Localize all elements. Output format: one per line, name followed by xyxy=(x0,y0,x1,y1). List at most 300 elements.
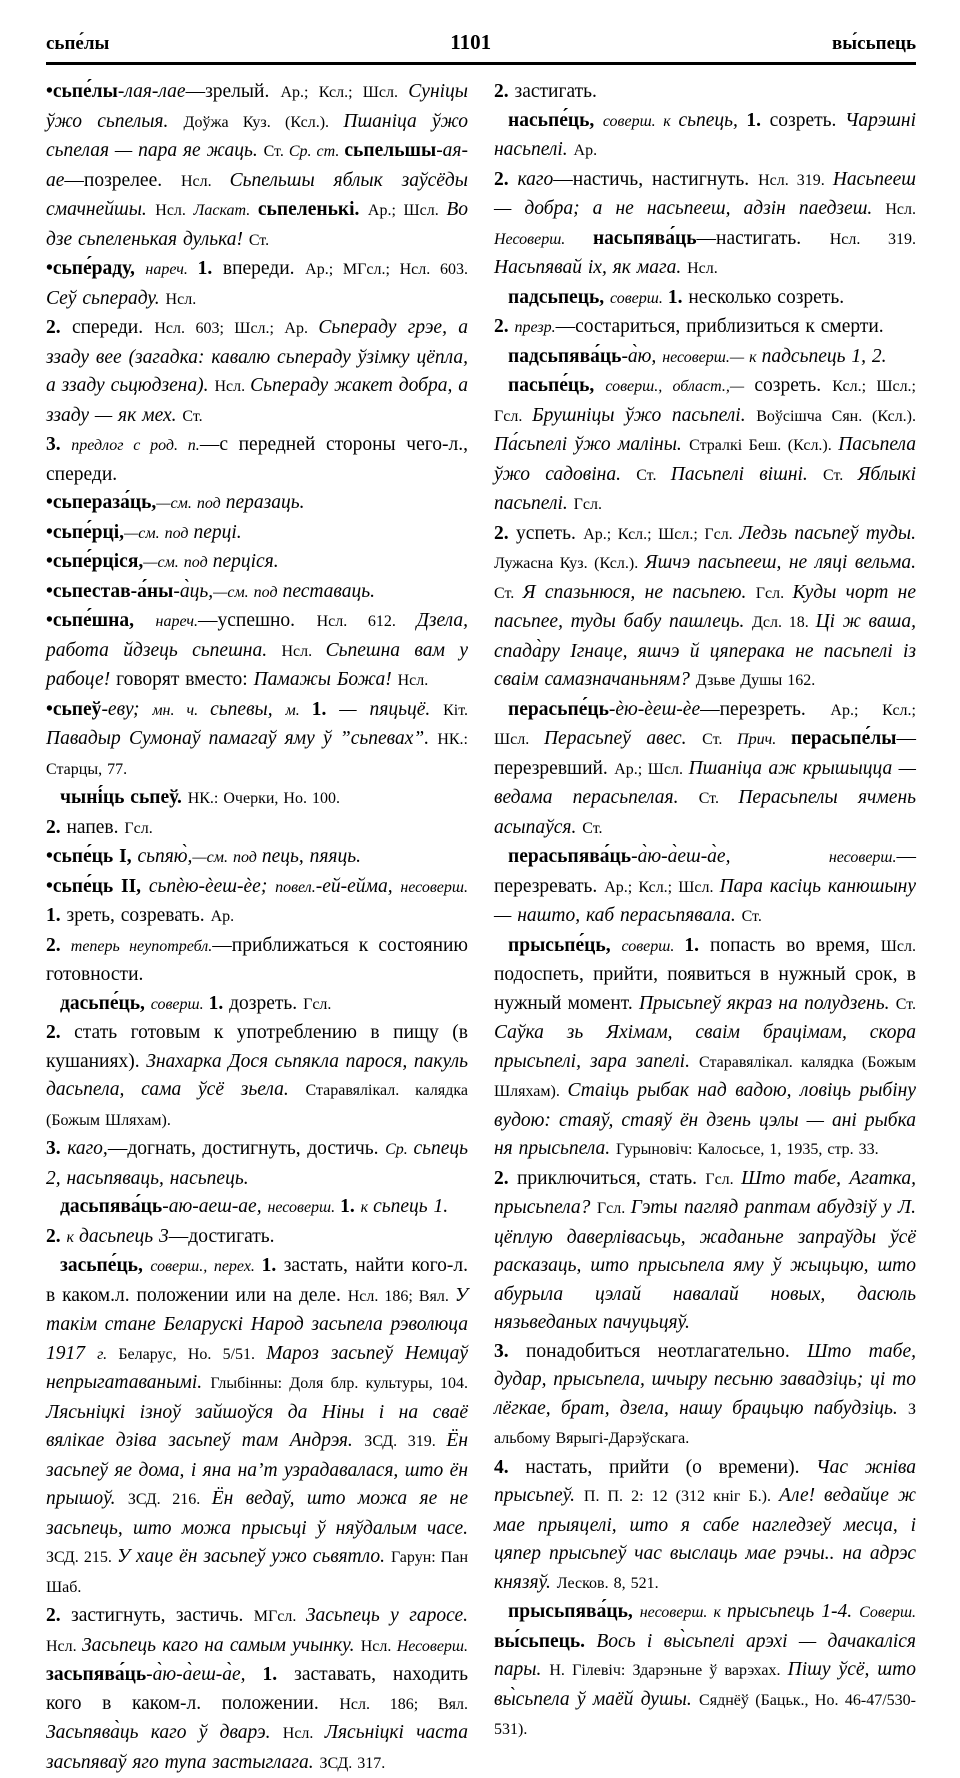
text-segment: Ласкат. xyxy=(193,202,258,219)
text-segment: Ст. xyxy=(702,731,738,748)
text-segment: застать, найти кого-л. в каком.л. положении или на деле. xyxy=(46,1255,469,1306)
text-segment: Гсл. xyxy=(705,1170,742,1188)
text-segment: Нсл. xyxy=(165,290,197,308)
text-segment: Гсл. xyxy=(303,995,332,1013)
text-segment: •сьпе́ць II, xyxy=(46,875,149,897)
text-segment: Ср. xyxy=(385,1141,414,1158)
text-segment: •сьпераза́ць, xyxy=(46,492,157,513)
text-segment: Ст. xyxy=(182,407,203,425)
text-segment: Нсл. 186; Вял. xyxy=(339,1695,468,1713)
text-segment: Старавялікал. калядка (Божым Шляхам). xyxy=(494,1053,916,1100)
text-segment: -ей-ейма, xyxy=(315,875,401,897)
text-segment: —см. под xyxy=(156,495,226,512)
dictionary-paragraph xyxy=(494,843,916,932)
text-segment: 1. xyxy=(208,992,230,1014)
text-segment: Стаіць рыбак над вадою, ловіць рыбіну вудою: стаяў, стаяў ён дзень цэлы — ані рыбка ня прысьпела. xyxy=(494,1080,916,1159)
text-segment: Нсл. xyxy=(180,172,230,190)
text-segment: —успешно. xyxy=(197,610,317,631)
text-segment: сьпеленькі. xyxy=(257,199,368,220)
text-segment: -ая-ае xyxy=(46,140,468,191)
text-segment: Ст. xyxy=(741,908,762,925)
text-segment: настать, прийти (о времени). xyxy=(525,1456,817,1478)
text-segment: каго, xyxy=(67,1138,108,1159)
text-segment: Ар. xyxy=(210,908,235,925)
text-segment: сьпець, xyxy=(678,109,747,131)
text-segment: Дсл. 18. xyxy=(752,614,816,631)
text-segment: Брушніцы ўжо пасьпелі. xyxy=(532,404,757,426)
text-segment: 2. xyxy=(494,81,515,102)
text-segment: Сяднёў (Бацьк., Но. 46-47/530-531). xyxy=(494,1691,916,1738)
text-segment: пасьпе́ць, xyxy=(508,375,606,396)
text-segment: перасьпе́ць xyxy=(508,698,609,720)
text-segment: пець, пяяць. xyxy=(261,846,362,867)
text-segment: Вось і вы̀сьпелі арэхі — дачакаліся пары. xyxy=(494,1630,916,1680)
text-segment: Гэты пагляд раптам абудзіў у Л. цёплую даверлівасьць, жаданьне запраўды ўсё расказаць, што прысьпела яму ў жыцьцю, што абурыла цэлай навалай новых, дасюль нязьведаных пачуцьцяў. xyxy=(494,1197,916,1333)
text-segment: насьпява́ць xyxy=(592,227,697,249)
running-head xyxy=(46,30,916,55)
text-segment: —см. под xyxy=(213,583,283,601)
text-segment: Ст. xyxy=(248,231,270,249)
text-segment: Але! ведайце ж мае прыяцелі, што я сабе нагледзеў месца, і цяпер прысьпеў час выслаць мае рэчы.. на адрэс князяў. xyxy=(494,1485,917,1593)
dictionary-paragraph xyxy=(494,107,916,166)
text-segment: Суніцы ўжо сьпелыя. xyxy=(46,81,468,132)
text-segment: теперь неупотребл. xyxy=(70,937,213,955)
text-segment: Нсл. xyxy=(46,1637,83,1655)
text-segment: м. xyxy=(285,701,312,719)
text-segment: П. П. 2: 12 (312 кніг Б.). xyxy=(583,1488,780,1505)
text-segment: 1. xyxy=(340,1196,361,1217)
text-segment: Лясьніцкі часта засьпяваў яго тупа застыглага. xyxy=(46,1722,468,1773)
dictionary-paragraph xyxy=(494,1598,916,1745)
text-segment: 2. xyxy=(46,934,71,956)
running-head-left-word: сьпе́лы xyxy=(46,33,110,54)
text-segment: Ксл.; Шсл.; Гсл. xyxy=(494,378,916,425)
text-segment: чыні́ць сьпеў. xyxy=(60,787,188,808)
text-segment: дозреть. xyxy=(229,992,304,1014)
text-segment: сьпець 1. xyxy=(373,1196,449,1217)
text-segment: Нсл. 319. xyxy=(758,171,833,189)
running-head-right-word: вы́сьпець xyxy=(832,33,916,54)
text-segment: засьпява́ць xyxy=(46,1664,147,1685)
text-segment: Прич. xyxy=(737,731,791,748)
text-segment: сьпельшы xyxy=(344,140,437,161)
text-segment: Нсл. xyxy=(360,1637,397,1655)
text-segment: -аю-аеш-ае, xyxy=(162,1196,268,1217)
text-segment: 2. xyxy=(494,316,515,337)
text-segment: Гарун: Пан Шаб. xyxy=(46,1549,468,1596)
text-segment: —позрелее. xyxy=(64,169,181,191)
text-segment: ЗСД. 216. xyxy=(127,1491,212,1508)
text-segment: Пасьпела ўжо садовіна. xyxy=(494,434,916,485)
text-segment: дасьпець 3 xyxy=(78,1225,169,1247)
text-segment: —см. под xyxy=(192,849,262,866)
text-segment: 2. xyxy=(46,1022,75,1043)
text-segment: Несоверш. xyxy=(396,1637,469,1655)
text-segment: Нсл. 603; Шсл.; Ар. xyxy=(154,320,319,337)
dictionary-paragraph xyxy=(46,489,468,519)
dictionary-paragraph xyxy=(494,166,916,284)
text-segment: 2. xyxy=(494,168,518,190)
left-column xyxy=(46,78,468,1778)
text-segment: засьпе́ць, xyxy=(60,1255,151,1276)
text-segment: Лясьніцкі ізноў зайшоўся да Ніны і на сваё вялікае дзіва засьпеў там Андрэя. xyxy=(46,1401,468,1451)
text-segment: Я спазьнюся, не пасьпею. xyxy=(522,581,756,603)
text-segment: созреть. xyxy=(754,375,833,396)
text-segment: 3. xyxy=(46,1138,68,1159)
dictionary-paragraph xyxy=(494,343,916,373)
text-segment: Ст. xyxy=(823,466,858,484)
text-segment: 4. xyxy=(494,1456,526,1478)
text-segment: несоверш. xyxy=(828,849,897,866)
text-segment: Ар.; Ксл.; Шсл. xyxy=(494,701,916,748)
text-segment: Перасьпеў авес. xyxy=(543,728,703,749)
dictionary-paragraph xyxy=(46,607,468,696)
text-segment: перазаць. xyxy=(225,492,305,513)
right-column xyxy=(494,78,916,1778)
text-segment: Мароз засьпеў Немцаў непрыгатаванымі. xyxy=(46,1342,469,1393)
text-segment: Гсл. xyxy=(755,584,793,602)
text-segment: попасть во время, xyxy=(709,934,881,956)
text-segment: —зрелый. xyxy=(185,81,281,102)
text-segment: •сьпе́раду, xyxy=(46,258,146,279)
text-segment: презр. xyxy=(514,319,556,336)
text-segment: Што табе, Агатка, прысьпела? xyxy=(494,1167,916,1218)
text-segment: несоверш.— к xyxy=(662,348,762,366)
text-segment: —настичь, настигнуть. xyxy=(553,168,759,190)
text-segment: -а̀ю, xyxy=(621,345,663,367)
text-segment: Пара касіць канюшыну — нашто, каб перасьпявала. xyxy=(494,875,917,926)
text-segment: Павадыр Сумонаў памагаў яму ў ”сьпевах”. xyxy=(46,728,438,749)
dictionary-paragraph xyxy=(46,548,468,578)
text-segment: •сьпе́шна, xyxy=(46,610,156,631)
text-segment: Дзьве Душы 162. xyxy=(695,672,816,689)
text-segment: несоверш. к xyxy=(639,1604,728,1621)
text-segment: Дзела, работа йдзець сьпешна. xyxy=(46,610,469,661)
text-segment: 3. xyxy=(46,434,72,455)
dictionary-paragraph xyxy=(46,519,468,549)
text-segment: 2. xyxy=(494,1167,517,1189)
text-segment: Глыбінны: Доля блр. культуры, 104. xyxy=(210,1375,468,1392)
text-segment: Ар. xyxy=(573,142,598,159)
text-segment: 1. xyxy=(684,934,710,956)
dictionary-paragraph xyxy=(494,78,916,107)
text-segment: застигнуть, застичь. xyxy=(71,1605,254,1626)
dictionary-paragraph xyxy=(46,784,468,814)
text-segment: соверш., перех. xyxy=(150,1258,262,1275)
text-segment: Гурыновіч: Калосьсе, 1, 1935, стр. 33. xyxy=(616,1141,879,1158)
text-segment: —перезревший. xyxy=(494,728,916,779)
text-segment: —см. под xyxy=(124,524,194,542)
text-segment: г. xyxy=(97,1345,119,1363)
text-segment: несоверш. xyxy=(267,1199,341,1216)
text-segment: —настигать. xyxy=(696,227,830,249)
text-segment: —перезреть. xyxy=(700,698,831,720)
text-segment: каго xyxy=(517,168,554,190)
text-segment: •сьпестав-а́ны xyxy=(46,580,174,602)
text-segment: -а̀ю-а̀еш-а̀е, xyxy=(631,846,829,867)
dictionary-paragraph xyxy=(494,372,916,520)
text-segment: Пшаніца ўжо сьпелая — пара яе жаць. xyxy=(46,110,469,161)
dictionary-paragraph xyxy=(494,1454,916,1599)
text-segment: вы́сьпець. xyxy=(494,1630,597,1652)
text-segment: Ар.; Ксл.; Шсл.; Гсл. xyxy=(583,525,740,543)
text-segment: заставать, находить кого в каком-л. положении. xyxy=(46,1664,468,1714)
header-rule xyxy=(46,62,916,65)
text-segment: Нсл. xyxy=(281,642,326,660)
text-segment: Ар.; Шсл. xyxy=(367,202,447,219)
text-segment: У хаце ён засьпеў ужо сьвятло. xyxy=(116,1546,391,1567)
text-segment: 1. xyxy=(261,1255,284,1276)
text-segment: Прысьпеў якраз на полудзень. xyxy=(638,992,896,1014)
text-segment: Воўсішча Сян. (Ксл.). xyxy=(756,407,916,425)
text-segment: —перезревать. xyxy=(494,846,916,897)
dictionary-paragraph xyxy=(46,255,468,314)
text-segment: Ар.; МГсл.; Нсл. 603. xyxy=(305,261,468,278)
text-segment: прысьпе́ць, xyxy=(508,934,622,956)
text-segment: -лая-лае xyxy=(117,81,186,102)
text-segment: -ѐю-ѐеш-ѐе xyxy=(608,698,701,720)
text-segment: -а̀ць, xyxy=(173,580,214,602)
text-segment: пеставаць. xyxy=(282,580,376,602)
text-segment: Ст. xyxy=(698,790,739,807)
text-segment: З альбому Вярыгі-Дарэўскага. xyxy=(494,1400,916,1447)
text-segment: Гсл. xyxy=(596,1200,631,1217)
text-segment: Гсл. xyxy=(573,496,602,513)
dictionary-paragraph xyxy=(46,1135,468,1193)
text-segment: нареч. xyxy=(155,613,198,630)
text-segment: •сьпе́ць I, xyxy=(46,846,138,867)
text-segment: Нсл. xyxy=(885,201,916,218)
text-segment: падсьпець, xyxy=(508,286,611,308)
dictionary-paragraph xyxy=(46,873,468,932)
text-segment: Во дзе сьпеленькая дулька! xyxy=(46,199,469,250)
text-segment: к xyxy=(66,1228,79,1246)
text-segment: Беларус, Но. 5/51. xyxy=(118,1345,267,1363)
text-segment: к xyxy=(360,1199,374,1216)
text-columns xyxy=(46,78,916,1778)
text-segment: Ён ведаў, што можа яе не засьпець, што можа прысьці ў няўдалым часе. xyxy=(46,1488,468,1539)
text-segment: —с передней стороны чего-л., спереди. xyxy=(46,434,469,485)
text-segment: соверш. xyxy=(150,995,209,1013)
text-segment: Па́сьпелі ўжо маліны. xyxy=(494,434,690,455)
text-segment: дасьпява́ць xyxy=(60,1196,163,1217)
text-segment: насьпе́ць, xyxy=(508,109,603,131)
dictionary-paragraph xyxy=(494,696,916,844)
text-segment: Ст. xyxy=(494,584,523,602)
text-segment: Ар.; Шсл. xyxy=(614,760,689,778)
text-segment: Нсл. xyxy=(397,672,429,689)
dictionary-paragraph xyxy=(494,1338,916,1454)
text-segment: приключиться, стать. xyxy=(516,1167,706,1189)
text-segment: соверш. xyxy=(621,937,685,955)
text-segment: ЗСД. 319. xyxy=(364,1433,447,1450)
text-segment: 1. xyxy=(262,1664,295,1685)
text-segment: -еву; xyxy=(101,698,153,720)
text-segment: соверш. xyxy=(610,289,668,307)
text-segment: Куды чорт не пасьпее, туды бабу пашлець. xyxy=(494,581,916,632)
text-segment: Доўжа Куз. (Ксл.). xyxy=(183,113,344,131)
text-segment: Яблыкі пасьпелі. xyxy=(494,463,916,514)
text-segment: Нсл. 186; Вял. xyxy=(347,1287,455,1305)
text-segment: Ср. ст. xyxy=(288,143,345,160)
text-segment: стать готовым к употреблению в пищу (в кушаниях). xyxy=(46,1022,468,1072)
text-segment: —приближаться к состоянию готовности. xyxy=(46,934,469,985)
text-segment: Ст. xyxy=(263,143,289,160)
text-segment: прысьпець 1-4. xyxy=(727,1601,860,1622)
text-segment: падсьпець 1, 2. xyxy=(761,345,887,367)
text-segment: 2. xyxy=(46,1225,67,1247)
text-segment: Сьпераду грэе, а ззаду вее (загадка: кавалю сьпераду ўзімку цёпла, а ззаду сьцюдзена). xyxy=(46,317,469,396)
text-segment: Нсл. xyxy=(214,378,251,395)
text-segment: Ар.; Ксл.; Шсл. xyxy=(604,878,720,896)
text-segment: Сьпельшы яблык заўсёды смачнейшы. xyxy=(46,169,469,220)
text-segment: 3. xyxy=(494,1340,526,1362)
text-segment: перасьпе́лы xyxy=(790,728,897,749)
text-segment: Чарэшні насьпелі. xyxy=(494,109,917,160)
text-segment: нареч. xyxy=(145,261,198,278)
text-segment: Несоверш. xyxy=(494,230,593,248)
dictionary-paragraph xyxy=(46,1019,468,1135)
text-segment: соверш., област.,— xyxy=(605,378,755,395)
dictionary-paragraph xyxy=(46,1252,468,1602)
text-segment: подоспеть, прийти, появиться в нужный срок, в нужный момент. xyxy=(494,964,916,1014)
text-segment: Ледзь пасьпеў туды. xyxy=(739,522,916,544)
text-segment: сьпяю̀, xyxy=(137,846,193,867)
text-segment: Сьпераду жакет добра, а ззаду — як мех. xyxy=(46,375,469,426)
text-segment: •сьпе́лы xyxy=(46,81,118,102)
text-segment: —догнать, достигнуть, достичь. xyxy=(107,1138,386,1159)
dictionary-paragraph xyxy=(46,431,468,489)
text-segment: НК.: Очерки, Но. 100. xyxy=(187,790,340,807)
text-segment: Шсл. xyxy=(880,937,916,955)
text-segment: Соверш. xyxy=(859,1604,917,1621)
text-segment: Нсл. xyxy=(687,260,718,277)
text-segment: 2. xyxy=(46,1605,72,1626)
text-segment: 2. xyxy=(494,522,517,544)
text-segment: 2. xyxy=(46,317,72,338)
text-segment: Ст. xyxy=(582,819,603,837)
text-segment: впереди. xyxy=(222,258,306,279)
text-segment: 1. xyxy=(667,286,689,308)
dictionary-paragraph xyxy=(494,284,916,314)
text-segment: •сьпеў xyxy=(46,698,102,720)
text-segment: Гсл. xyxy=(124,819,153,837)
dictionary-paragraph xyxy=(46,1223,468,1253)
dictionary-paragraph xyxy=(494,932,916,1165)
dictionary-paragraph xyxy=(46,814,468,844)
text-segment: предлог с род. п. xyxy=(71,437,200,454)
text-segment: Ён засьпеў яе дома, і яна на’т узрадавалася, што ён прышоў. xyxy=(46,1430,468,1509)
text-segment: Ці ж ваша, спада̀ру Ігнаце, яшчэ й цяперака не пасьпелі із сваім самазначаньням? xyxy=(494,611,916,690)
dictionary-paragraph xyxy=(494,520,916,696)
text-segment: Стралкі Беш. (Ксл.). xyxy=(689,437,839,454)
text-segment: Пшаніца аж крышыцца — ведама перасьпелая. xyxy=(494,757,916,808)
text-segment: Насьпявай іх, як мага. xyxy=(494,257,688,278)
text-segment: несколько созреть. xyxy=(688,286,845,308)
text-segment: Нсл. 612. xyxy=(316,613,417,630)
text-segment: Яшчэ пасьпееш, не ляці вельма. xyxy=(644,552,916,573)
text-segment: падсьпява́ць xyxy=(508,345,622,367)
text-segment: Нсл. xyxy=(282,1725,325,1742)
text-segment: сьпець 2, насьпяваць, насьпець. xyxy=(46,1138,469,1189)
text-segment: мн. ч. xyxy=(152,701,211,719)
text-segment: Час жніва прысьпеў. xyxy=(494,1456,917,1506)
dictionary-paragraph xyxy=(46,932,468,990)
text-segment: Нсл. xyxy=(155,202,194,219)
text-segment: —достигать. xyxy=(168,1225,275,1247)
dictionary-paragraph xyxy=(46,78,468,255)
dictionary-paragraph xyxy=(46,578,468,608)
text-segment: зреть, созревать. xyxy=(66,905,211,926)
text-segment: Што табе, дудар, прысьпела, шчыру песьню завадзіць; ці то лёгкае, брат, дзела, нашу брацьцю пабудзіць. xyxy=(494,1340,916,1419)
text-segment: 1. xyxy=(197,258,223,279)
text-segment: Насьпееш — добра; а не насьпееш, адзін паедзеш. xyxy=(494,168,916,219)
text-segment: •сьпе́рціся, xyxy=(46,551,144,572)
text-segment: —см. под xyxy=(143,554,213,571)
text-segment: Н. Гілевіч: Здарэньне ў варэхах. xyxy=(549,1662,788,1679)
text-segment: Саўка зь Яхімам, сваім брацімам, скора прысьпелі, зара запелі. xyxy=(494,1022,916,1072)
text-segment: — пяцьцё. xyxy=(339,698,444,720)
text-segment: ЗСД. 215. xyxy=(46,1549,117,1566)
dictionary-paragraph xyxy=(494,313,916,343)
text-segment: соверш. к xyxy=(602,112,679,130)
text-segment: Пасьпелі вішні. xyxy=(670,463,824,485)
text-segment: Нсл. 319. xyxy=(829,230,916,248)
text-segment: -а̀ю-а̀еш-а̀е, xyxy=(146,1664,263,1685)
text-segment: спереди. xyxy=(71,317,155,338)
text-segment: перасьпява́ць xyxy=(508,846,632,867)
text-segment: Засьпець каго на самым учынку. xyxy=(82,1634,361,1656)
text-segment: несоверш. xyxy=(400,878,468,896)
text-segment: перці. xyxy=(193,521,242,543)
text-segment: Старавялікал. калядка (Божым Шляхам). xyxy=(46,1082,468,1129)
text-segment: Перасьпелы ячмень асыпаўся. xyxy=(494,787,916,838)
text-segment: 2. xyxy=(46,816,67,838)
text-segment: Знахарка Дося сьпякла парося, пакуль дасьпела, сама ўсё зьела. xyxy=(46,1050,468,1100)
text-segment: перціся. xyxy=(212,551,279,572)
text-segment: 1. xyxy=(746,109,770,131)
text-segment: Засьпява̀ць каго ў дварэ. xyxy=(46,1722,283,1743)
text-segment: сьпѐю-ѐеш-ѐе; xyxy=(148,875,276,897)
page-number: 1101 xyxy=(450,30,492,54)
dictionary-paragraph xyxy=(494,1165,916,1338)
text-segment: Ст. xyxy=(636,466,671,484)
text-segment: Ст. xyxy=(895,995,916,1013)
dictionary-paragraph xyxy=(46,1193,468,1223)
text-segment: ЗСД. 317. xyxy=(319,1754,386,1772)
text-segment: созреть. xyxy=(769,109,845,131)
text-segment: Пішу ўсё, што вы̀сьпела ў маёй душы. xyxy=(494,1659,916,1710)
dictionary-paragraph xyxy=(46,696,468,785)
text-segment: Кіт. xyxy=(443,701,469,719)
text-segment: Засьпець у гаросе. xyxy=(305,1605,469,1626)
text-segment: прысьпява́ць, xyxy=(508,1601,640,1622)
text-segment: 1. xyxy=(46,905,67,926)
text-segment: Сеў сьпераду. xyxy=(46,287,166,309)
text-segment: Ар.; Ксл.; Шсл. xyxy=(280,84,409,101)
text-segment: Сьпешна вам у рабоце! xyxy=(46,639,468,690)
text-segment: Памажы Божа! xyxy=(253,669,398,690)
text-segment: МГсл. xyxy=(253,1608,306,1625)
text-segment: напев. xyxy=(66,816,125,838)
dictionary-paragraph xyxy=(46,1602,468,1778)
text-segment: Лужасна Куз. (Ксл.). xyxy=(494,555,645,572)
text-segment: успеть. xyxy=(516,522,584,544)
text-segment: —состариться, приблизиться к смерти. xyxy=(555,316,884,337)
text-segment: дасьпе́ць, xyxy=(60,992,151,1014)
text-segment: Лесков. 8, 521. xyxy=(556,1574,659,1592)
dictionary-paragraph xyxy=(46,843,468,873)
